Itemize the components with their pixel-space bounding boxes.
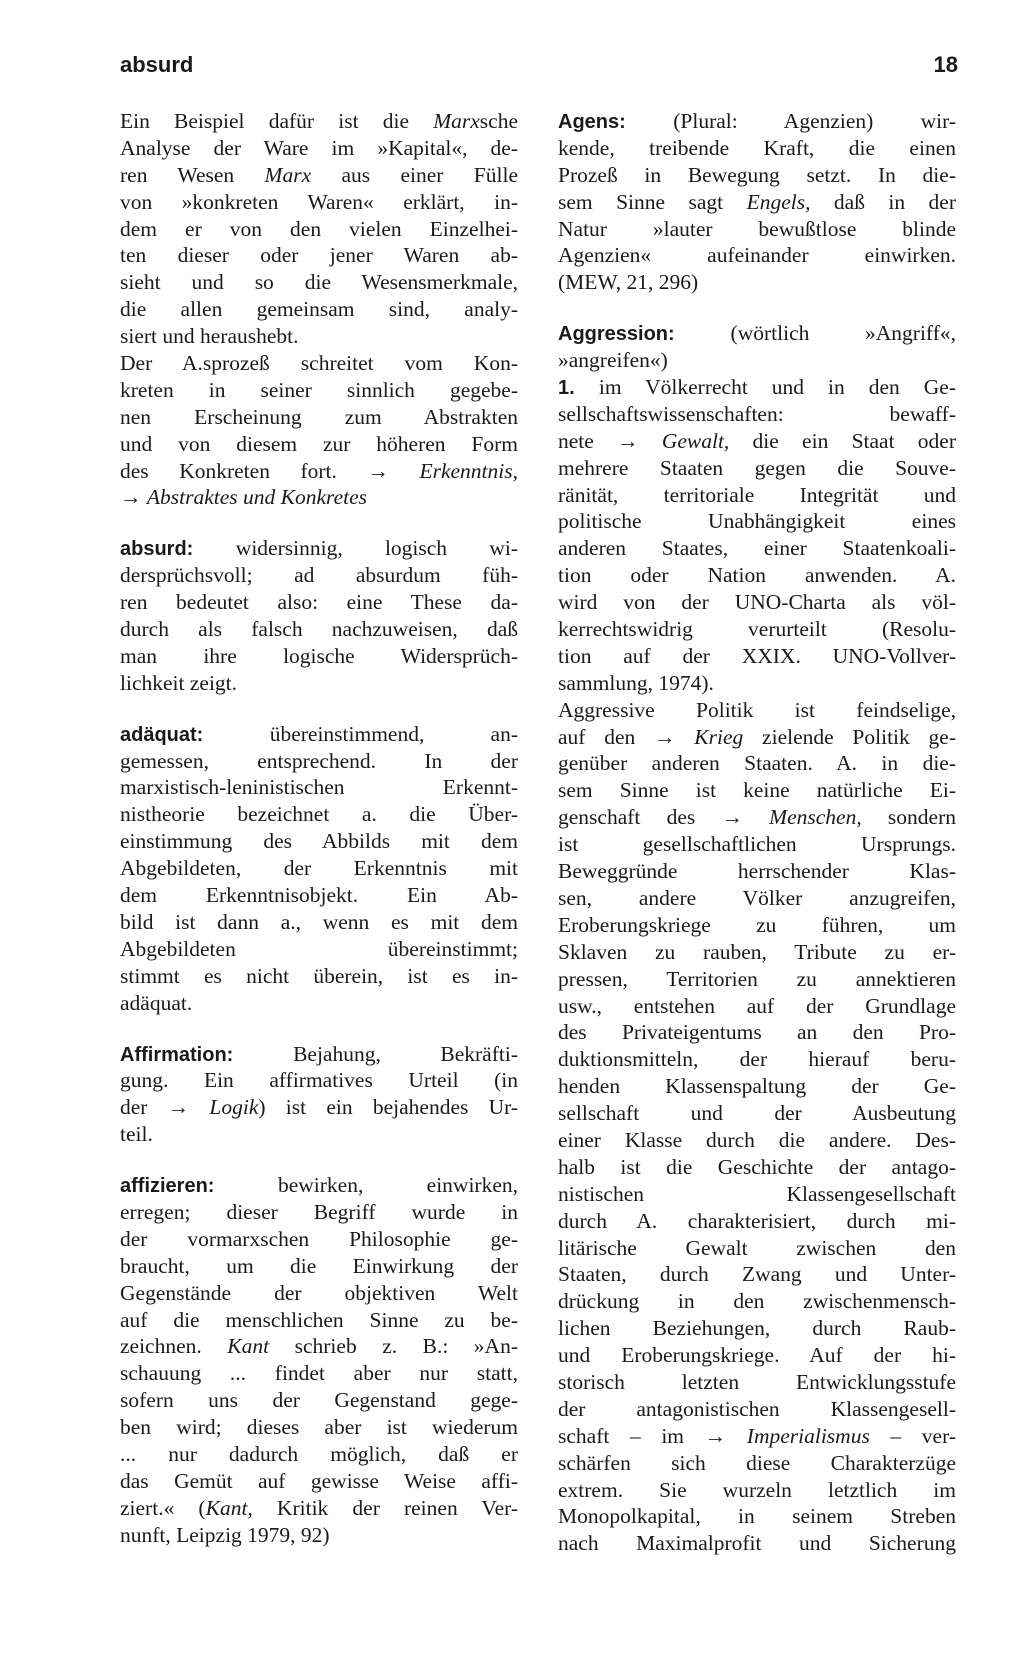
text-line: halb ist die Geschichte der antago- xyxy=(558,1154,956,1179)
text-line: dersprüchsvoll; ad absurdum füh- xyxy=(120,563,518,588)
text-line: ziert.« (Kant, Kritik der reinen Ver- xyxy=(120,1495,519,1520)
text-line: affizieren: bewirken, einwirken, xyxy=(120,1173,518,1198)
text-line: ren Wesen Marx aus einer Fülle xyxy=(120,162,518,187)
text-line: tion auf der XXIX. UNO-Vollver- xyxy=(558,643,956,668)
entry-agens xyxy=(558,108,956,296)
italic-reference: Gewalt, xyxy=(661,428,730,453)
italic-reference: Logik xyxy=(209,1095,259,1120)
text-line: lichen Beziehungen, durch Raub- xyxy=(558,1316,956,1341)
entry-gap xyxy=(120,1017,518,1041)
text-line: die allen gemeinsam sind, analy- xyxy=(120,297,518,322)
text-line: lichkeit zeigt. xyxy=(120,670,238,695)
text-line: Abgebildeten, der Erkenntnis mit xyxy=(120,856,518,881)
text-line: Prozeß in Bewegung setzt. In die- xyxy=(558,162,956,187)
text-line: »angreifen«) xyxy=(558,348,668,373)
entry-headword: Aggression: xyxy=(558,323,731,346)
entry-absurd xyxy=(120,535,518,696)
text-line: ren bedeutet also: eine These da- xyxy=(120,590,518,615)
text-line: auf den → Krieg zielende Politik ge- xyxy=(558,724,956,749)
text-line: pressen, Territorien zu annektieren xyxy=(558,966,956,991)
text-line: nach Maximalprofit und Sicherung xyxy=(558,1531,956,1556)
text-line: Aggressive Politik ist feindselige, xyxy=(558,697,956,722)
text-line: man ihre logische Widersprüch- xyxy=(120,643,518,668)
text-line: der → Logik) ist ein bejahendes Ur- xyxy=(120,1095,518,1120)
left-column xyxy=(120,108,518,1549)
text-line: stimmt es nicht überein, ist es in- xyxy=(120,963,518,988)
text-line: sellschaftswissenschaften: bewaff- xyxy=(558,401,956,426)
text-line: → Abstraktes und Konkretes xyxy=(120,485,368,510)
text-line: (MEW, 21, 296) xyxy=(558,270,699,295)
entry-headword: Affirmation: xyxy=(120,1043,294,1066)
text-line: schaft – im → Imperialismus – ver- xyxy=(558,1423,956,1448)
text-line: Agens: (Plural: Agenzien) wir- xyxy=(558,109,956,133)
entry-headword: adäquat: xyxy=(120,723,270,746)
italic-reference: Erkenntnis, xyxy=(419,458,518,483)
text-line: ben wird; dieses aber ist wiederum xyxy=(120,1415,518,1440)
text-line: teil. xyxy=(120,1122,153,1147)
text-line: nete → Gewalt, die ein Staat oder xyxy=(558,428,957,453)
italic-reference: Imperialismus xyxy=(746,1423,870,1448)
text-line: marxistisch-leninistischen Erkennt- xyxy=(120,775,518,800)
text-line: nistheorie bezeichnet a. die Über- xyxy=(120,802,518,827)
running-head xyxy=(120,52,958,84)
text-line: sen, andere Völker anzugreifen, xyxy=(558,885,956,910)
text-line: politische Unabhängigkeit eines xyxy=(558,509,956,534)
entry-gap xyxy=(558,296,956,320)
text-line: das Gemüt auf gewisse Weise affi- xyxy=(120,1468,518,1493)
text-line: Ein Beispiel dafür ist die Marxsche xyxy=(120,109,518,133)
text-line: kende, treibende Kraft, die einen xyxy=(558,135,956,160)
text-line: genschaft des → Menschen, sondern xyxy=(558,805,956,830)
text-line: nistischen Klassengesellschaft xyxy=(558,1181,956,1206)
text-line: durch als falsch nachzuweisen, daß xyxy=(120,617,518,642)
text-line: Gegenstände der objektiven Welt xyxy=(120,1280,518,1305)
text-line: des Konkreten fort. → Erkenntnis, xyxy=(120,458,518,483)
text-line: Abgebildeten übereinstimmt; xyxy=(120,936,518,961)
sense-number: 1. xyxy=(558,377,599,400)
text-line: tion oder Nation anwenden. A. xyxy=(558,563,956,588)
text-line: auf die menschlichen Sinne zu be- xyxy=(120,1307,518,1332)
text-line: mehrere Staaten gegen die Souve- xyxy=(558,455,956,480)
text-line: ten dieser oder jener Waren ab- xyxy=(120,243,518,268)
text-line: adäquat: übereinstimmend, an- xyxy=(120,721,518,746)
text-line: durch A. charakterisiert, durch mi- xyxy=(558,1208,956,1233)
text-line: Agenzien« aufeinander einwirken. xyxy=(558,243,956,268)
italic-reference: Engels, xyxy=(746,189,811,214)
italic-reference: Marx xyxy=(433,109,480,133)
text-line: von »konkreten Waren« erklärt, in- xyxy=(120,189,518,214)
entry-headword: affizieren: xyxy=(120,1175,278,1198)
text-line: einer Klasse durch die andere. Des- xyxy=(558,1127,956,1152)
text-line: einstimmung des Abbilds mit dem xyxy=(120,829,518,854)
text-line: siert und heraushebt. xyxy=(120,324,299,349)
text-line: drückung in den zwischenmensch- xyxy=(558,1289,956,1314)
running-headword: absurd xyxy=(120,52,194,77)
text-line: sammlung, 1974). xyxy=(558,670,714,695)
text-line: Aggression: (wörtlich »Angriff«, xyxy=(558,321,956,346)
text-line: genüber anderen Staaten. A. in die- xyxy=(558,751,956,776)
italic-reference: Menschen, xyxy=(769,805,862,830)
text-line: ränität, territoriale Integrität und xyxy=(558,482,956,507)
entry-headword: Agens: xyxy=(558,111,674,133)
page-number: 18 xyxy=(933,52,958,77)
right-column xyxy=(558,108,956,1557)
italic-reference: Kant xyxy=(227,1334,270,1359)
text-line: des Privateigentums an den Pro- xyxy=(558,1020,956,1045)
text-line: Beweggründe herrschender Klas- xyxy=(558,859,956,884)
text-line: schauung ... findet aber nur statt, xyxy=(120,1361,518,1386)
entry-gap xyxy=(120,1148,518,1172)
italic-reference: Krieg xyxy=(694,724,744,749)
text-line: und Eroberungskriege. Auf der hi- xyxy=(558,1343,956,1368)
text-line: gung. Ein affirmatives Urteil (in xyxy=(120,1068,518,1093)
text-line: nen Erscheinung zum Abstrakten xyxy=(120,404,518,429)
italic-reference: Abstraktes und Konkretes xyxy=(146,485,368,510)
text-line: extrem. Sie wurzeln letztlich im xyxy=(558,1477,956,1502)
text-line: Monopolkapital, in seinem Streben xyxy=(558,1504,956,1529)
text-line: dem Erkenntnisobjekt. Ein Ab- xyxy=(120,883,518,908)
entry-affirmation xyxy=(120,1041,518,1149)
text-line: Sklaven zu rauben, Tribute zu er- xyxy=(558,939,956,964)
text-line: nunft, Leipzig 1979, 92) xyxy=(120,1522,330,1547)
text-line: sofern uns der Gegenstand gege- xyxy=(120,1388,518,1413)
text-line: sem Sinne sagt Engels, daß in der xyxy=(558,189,956,214)
text-line: usw., entstehen auf der Grundlage xyxy=(558,993,956,1018)
text-line: anderen Staates, einer Staatenkoali- xyxy=(558,536,956,561)
text-line: bild ist dann a., wenn es mit dem xyxy=(120,909,518,934)
text-line: und von diesem zur höheren Form xyxy=(120,431,518,456)
text-line: erregen; dieser Begriff wurde in xyxy=(120,1199,518,1224)
text-line: wird von der UNO-Charta als völ- xyxy=(558,590,956,615)
text-line: henden Klassenspaltung der Ge- xyxy=(558,1074,956,1099)
text-line: sieht und so die Wesensmerkmale, xyxy=(120,270,518,295)
text-line: Affirmation: Bejahung, Bekräfti- xyxy=(120,1041,518,1066)
entry-affizieren xyxy=(120,1172,518,1548)
text-line: Natur »lauter bewußtlose blinde xyxy=(558,216,956,241)
text-line: Staaten, durch Zwang und Unter- xyxy=(558,1262,956,1287)
text-line: kerrechtswidrig verurteilt (Resolu- xyxy=(558,617,956,642)
text-line: litärische Gewalt zwischen den xyxy=(558,1235,956,1260)
entry-aggression xyxy=(558,320,956,1557)
italic-reference: Marx xyxy=(264,162,312,187)
entry-headword: absurd: xyxy=(120,538,236,561)
text-line: dem er von den vielen Einzelhei- xyxy=(120,216,518,241)
text-line: gemessen, entsprechend. In der xyxy=(120,748,518,773)
text-line: storisch letzten Entwicklungsstufe xyxy=(558,1369,956,1394)
text-line: 1. im Völkerrecht und in den Ge- xyxy=(558,375,956,400)
text-line: sellschaft und der Ausbeutung xyxy=(558,1101,956,1126)
text-line: ... nur dadurch möglich, daß er xyxy=(120,1441,518,1466)
entry-adaequat xyxy=(120,721,518,1017)
text-line: schärfen sich diese Charakterzüge xyxy=(558,1450,956,1475)
text-line: zeichnen. Kant schrieb z. B.: »An- xyxy=(120,1334,518,1359)
italic-reference: Kant, xyxy=(205,1495,253,1520)
text-line: der vormarxschen Philosophie ge- xyxy=(120,1226,518,1251)
text-line: Der A.sprozeß schreitet vom Kon- xyxy=(120,351,518,376)
text-line: sem Sinne ist keine natürliche Ei- xyxy=(558,778,956,803)
entry-gap xyxy=(120,511,518,535)
text-line: braucht, um die Einwirkung der xyxy=(120,1253,518,1278)
text-line: der antagonistischen Klassengesell- xyxy=(558,1396,956,1421)
text-line: absurd: widersinnig, logisch wi- xyxy=(120,536,518,561)
text-line: Analyse der Ware im »Kapital«, de- xyxy=(120,135,518,160)
text-line: Eroberungskriege zu führen, um xyxy=(558,912,956,937)
text-line: duktionsmitteln, der hierauf beru- xyxy=(558,1047,956,1072)
text-line: kreten in seiner sinnlich gegebe- xyxy=(120,377,518,402)
entry-abstraktion-continued xyxy=(120,108,518,511)
text-line: adäquat. xyxy=(120,990,193,1015)
text-line: ist gesellschaftlichen Ursprungs. xyxy=(558,832,956,857)
entry-gap xyxy=(120,697,518,721)
